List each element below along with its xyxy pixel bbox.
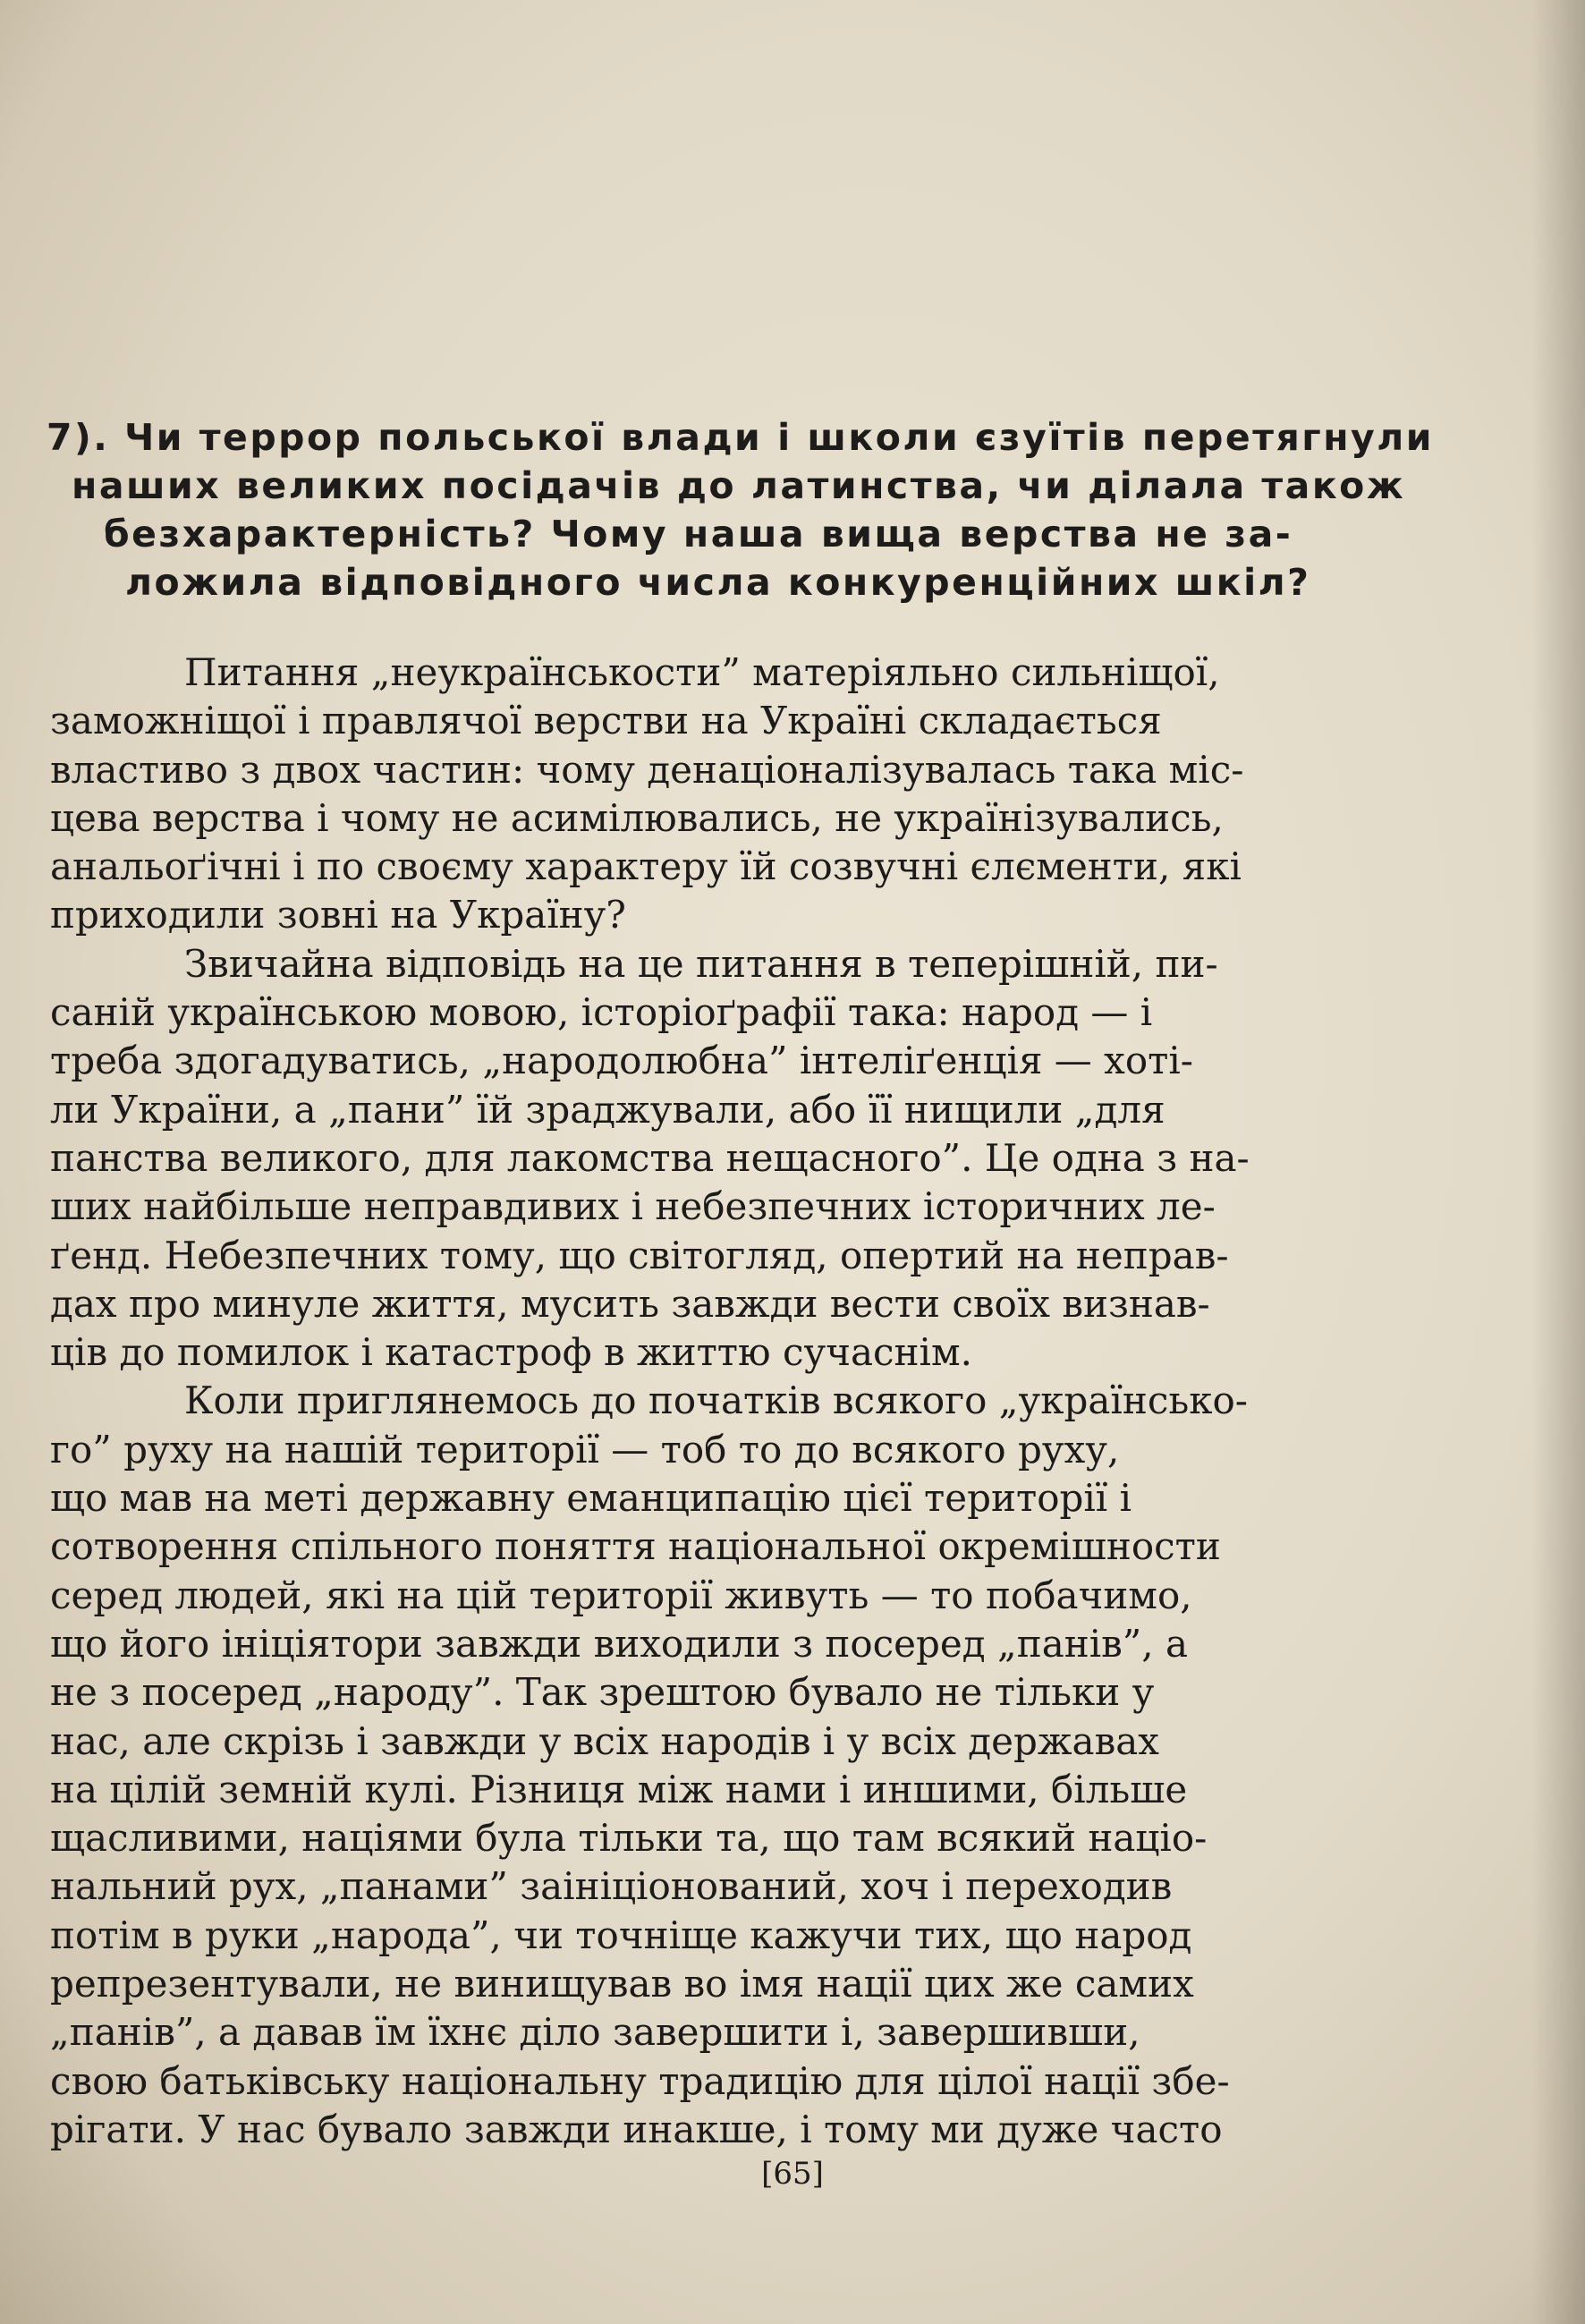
text-line: Питання „неукраїнськости” матеріяльно сильніщої, (184, 650, 1220, 694)
text-line: ців до помилок і катастроф в життю сучаснім. (50, 1330, 972, 1375)
text-line: Звичайна відповідь на це питання в теперішній, пи- (184, 941, 1218, 986)
text-line: „панів”, а давав їм їхнє діло завершити і, завершивши, (50, 2010, 1140, 2055)
section-heading (47, 413, 1451, 606)
text-line: не з посеред „народу”. Так зрештою бувало не тільки у (50, 1670, 1155, 1715)
text-line: дах про минуле життя, мусить завжди вести своїх визнав- (50, 1281, 1210, 1326)
text-line: серед людей, які на цій території живуть — то побачимо, (50, 1573, 1192, 1617)
text-line: рігати. У нас бувало завжди инакше, і тому ми дуже часто (50, 2107, 1223, 2151)
text-line: нальний рух, „панами” заініціонований, хоч і переходив (50, 1864, 1173, 1909)
heading-line: безхарактерність? Чому наша вища верства не за- (104, 513, 1293, 556)
text-line: саній українською мовою, історіоґрафії така: народ — і (50, 990, 1153, 1035)
text-line: анальоґічні і по своєму характеру їй созвучні єлєменти, які (50, 844, 1242, 889)
text-line: свою батьківську національну традицію для цілої нації збе- (50, 2058, 1230, 2103)
text-line: що мав на меті державну еманципацію цієї території і (50, 1476, 1132, 1521)
text-line: треба здогадуватись, „народолюбна” інтеліґенція — хоті- (50, 1039, 1193, 1083)
text-line: щасливими, націями була тільки та, що там всякий націо- (50, 1816, 1208, 1861)
heading-line: наших великих посідачів до латинства, чи ділала також (72, 464, 1406, 507)
text-line: Коли приглянемось до початків всякого „українсько- (184, 1378, 1248, 1423)
heading-line: 7). Чи террор польської влади і школи єзуїтів перетягнули (47, 416, 1435, 459)
text-line: потім в руки „народа”, чи точніще кажучи тих, що народ (50, 1913, 1192, 1957)
text-line: цева верства і чому не асимілювались, не українізувались, (50, 795, 1224, 840)
text-line: сотворення спільного поняття національної окремішности (50, 1524, 1221, 1569)
text-line: го” руху на нашій території — тоб то до всякого руху, (50, 1427, 1120, 1472)
text-line: репрезентували, не винищував во імя нації цих же самих (50, 1962, 1194, 2006)
text-line: заможніщої і правлячої верстви на Україні складається (50, 699, 1162, 743)
text-line: приходили зовні на Україну? (50, 893, 626, 937)
text-line: нас, але скрізь і завжди у всіх народів і у всіх державах (50, 1718, 1159, 1763)
page-edge-shadow (1531, 0, 1585, 2324)
text-line: панства великого, для лакомства нещасного”. Це одна з на- (50, 1135, 1250, 1180)
heading-line: ложила відповідного числа конкуренційних шкіл? (125, 561, 1311, 604)
text-line: на цілій земній кулі. Різниця між нами і иншими, більше (50, 1767, 1188, 1811)
page-number: [65] (761, 2156, 824, 2192)
text-line: ли України, а „пани” їй зраджували, або її нищили „для (50, 1087, 1165, 1132)
text-line: ґенд. Небезпечних тому, що світогляд, опертий на неправ- (50, 1233, 1229, 1277)
body-text (50, 649, 1508, 2154)
text-line: ших найбільше неправдивих і небезпечних історичних ле- (50, 1184, 1216, 1229)
text-line: властиво з двох частин: чому денаціоналізувалась така міс- (50, 747, 1244, 792)
text-line: що його ініціятори завжди виходили з посеред „панів”, а (50, 1621, 1189, 1666)
